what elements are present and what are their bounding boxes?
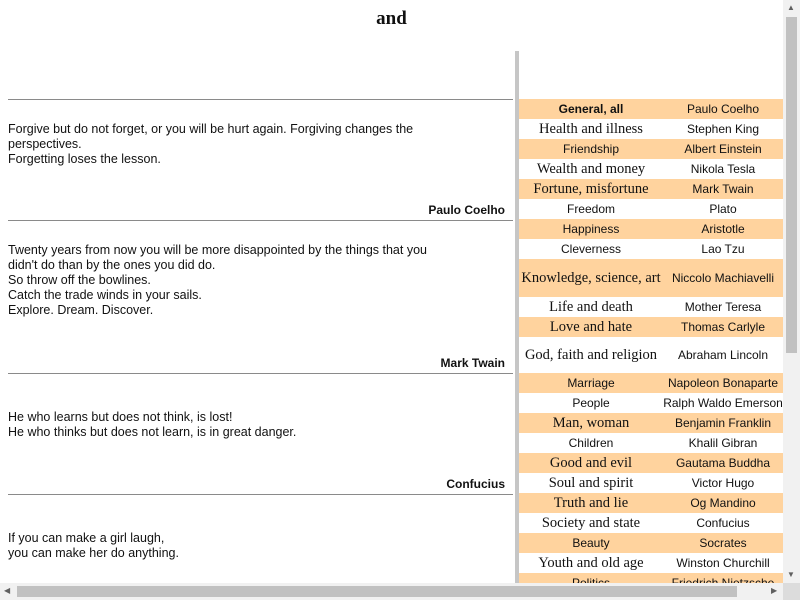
category-row — [519, 553, 783, 573]
category-link[interactable]: Children — [568, 436, 614, 450]
author-link[interactable]: Nikola Tesla — [690, 162, 756, 176]
page-title: and — [376, 8, 407, 29]
category-link[interactable]: Life and death — [549, 298, 633, 315]
category-link[interactable]: Health and illness — [539, 120, 643, 137]
quote-author-link[interactable]: Paulo Coelho — [428, 203, 505, 217]
category-row — [519, 99, 783, 119]
author-link[interactable]: Benjamin Franklin — [674, 416, 772, 430]
author-link[interactable]: Winston Churchill — [676, 556, 770, 570]
category-link[interactable]: Good and evil — [549, 454, 633, 471]
category-row — [519, 373, 783, 393]
category-row — [519, 413, 783, 433]
author-link[interactable]: Napoleon Bonaparte — [667, 376, 779, 390]
category-link[interactable]: Cleverness — [560, 242, 622, 256]
category-row — [519, 239, 783, 259]
author-link[interactable]: Socrates — [699, 536, 747, 550]
category-row — [519, 219, 783, 239]
author-link[interactable]: Og Mandino — [690, 496, 756, 510]
category-row — [519, 493, 783, 513]
arrow-down-icon[interactable]: ▼ — [787, 570, 795, 579]
category-link[interactable]: Wealth and money — [536, 160, 646, 177]
category-link[interactable]: Man, woman — [552, 414, 630, 431]
author-link[interactable]: Mother Teresa — [684, 300, 762, 314]
author-link[interactable]: Ralph Waldo Emerson — [663, 396, 783, 410]
author-link[interactable]: Thomas Carlyle — [680, 320, 766, 334]
category-row — [519, 533, 783, 553]
author-link[interactable]: Aristotle — [701, 222, 745, 236]
category-row — [519, 317, 783, 337]
horizontal-scroll-thumb[interactable] — [17, 586, 737, 597]
quote-text: Twenty years from now you will be more disappointed by the things that you didn't do than by the ones you did do. So throw off the bowlines. Catch the trade winds in your sails. Explore. Dream. Discover. — [8, 243, 427, 317]
arrow-left-icon[interactable]: ◀ — [4, 586, 11, 595]
category-link[interactable]: Soul and spirit — [548, 474, 634, 491]
category-row — [519, 199, 783, 219]
category-row — [519, 473, 783, 493]
category-link[interactable]: General, all — [558, 102, 624, 116]
category-link[interactable]: Youth and old age — [538, 554, 644, 571]
category-link[interactable]: Marriage — [567, 376, 615, 390]
category-link[interactable]: Freedom — [566, 202, 616, 216]
category-row — [519, 259, 783, 297]
quote-author-link[interactable]: Mark Twain — [440, 356, 505, 370]
category-row — [519, 159, 783, 179]
category-link[interactable]: People — [572, 396, 610, 410]
quote-author-link[interactable]: Confucius — [446, 477, 505, 491]
category-link[interactable]: Love and hate — [549, 318, 633, 335]
category-link[interactable]: Beauty — [572, 536, 610, 550]
author-link[interactable]: Albert Einstein — [684, 142, 762, 156]
category-row — [519, 453, 783, 473]
author-link[interactable]: Stephen King — [686, 122, 760, 136]
category-link[interactable]: Happiness — [562, 222, 620, 236]
arrow-right-icon[interactable]: ▶ — [771, 586, 778, 595]
quote-list — [8, 99, 513, 584]
author-link[interactable]: Khalil Gibran — [688, 436, 758, 450]
category-link[interactable]: Friendship — [562, 142, 620, 156]
quote-item — [8, 494, 513, 584]
author-link[interactable]: Paulo Coelho — [686, 102, 760, 116]
author-link[interactable]: Victor Hugo — [691, 476, 755, 490]
quote-text: If you can make a girl laugh, you can make her do anything. — [8, 531, 179, 560]
author-link[interactable]: Niccolo Machiavelli — [671, 271, 775, 285]
category-author-table — [519, 99, 783, 593]
vertical-scroll-thumb[interactable] — [786, 17, 797, 353]
category-link[interactable]: God, faith and religion — [524, 346, 658, 363]
category-row — [519, 513, 783, 533]
author-link[interactable]: Lao Tzu — [701, 242, 745, 256]
category-row — [519, 433, 783, 453]
category-row — [519, 337, 783, 373]
quote-item — [8, 99, 513, 220]
author-link[interactable]: Gautama Buddha — [675, 456, 771, 470]
category-row — [519, 179, 783, 199]
vertical-scrollbar[interactable] — [783, 0, 800, 583]
category-row — [519, 139, 783, 159]
horizontal-scrollbar[interactable] — [0, 583, 783, 600]
quote-text: Forgive but do not forget, or you will be hurt again. Forgiving changes the perspectives. Forgetting loses the lesson. — [8, 122, 414, 166]
author-link[interactable]: Mark Twain — [692, 182, 754, 196]
category-row — [519, 393, 783, 413]
author-link[interactable]: Abraham Lincoln — [677, 348, 769, 362]
arrow-up-icon[interactable]: ▲ — [787, 3, 795, 12]
category-link[interactable]: Knowledge, science, art — [521, 269, 661, 286]
author-link[interactable]: Plato — [709, 202, 737, 216]
category-row — [519, 297, 783, 317]
quote-item — [8, 220, 513, 373]
category-link[interactable]: Society and state — [541, 514, 641, 531]
category-link[interactable]: Truth and lie — [553, 494, 629, 511]
quote-text: He who learns but does not think, is lost! He who thinks but does not learn, is in great danger. — [8, 410, 297, 439]
category-link[interactable]: Fortune, misfortune — [533, 180, 649, 197]
quote-item — [8, 373, 513, 494]
category-row — [519, 119, 783, 139]
scrollbar-corner — [783, 583, 800, 600]
author-link[interactable]: Confucius — [696, 516, 750, 530]
